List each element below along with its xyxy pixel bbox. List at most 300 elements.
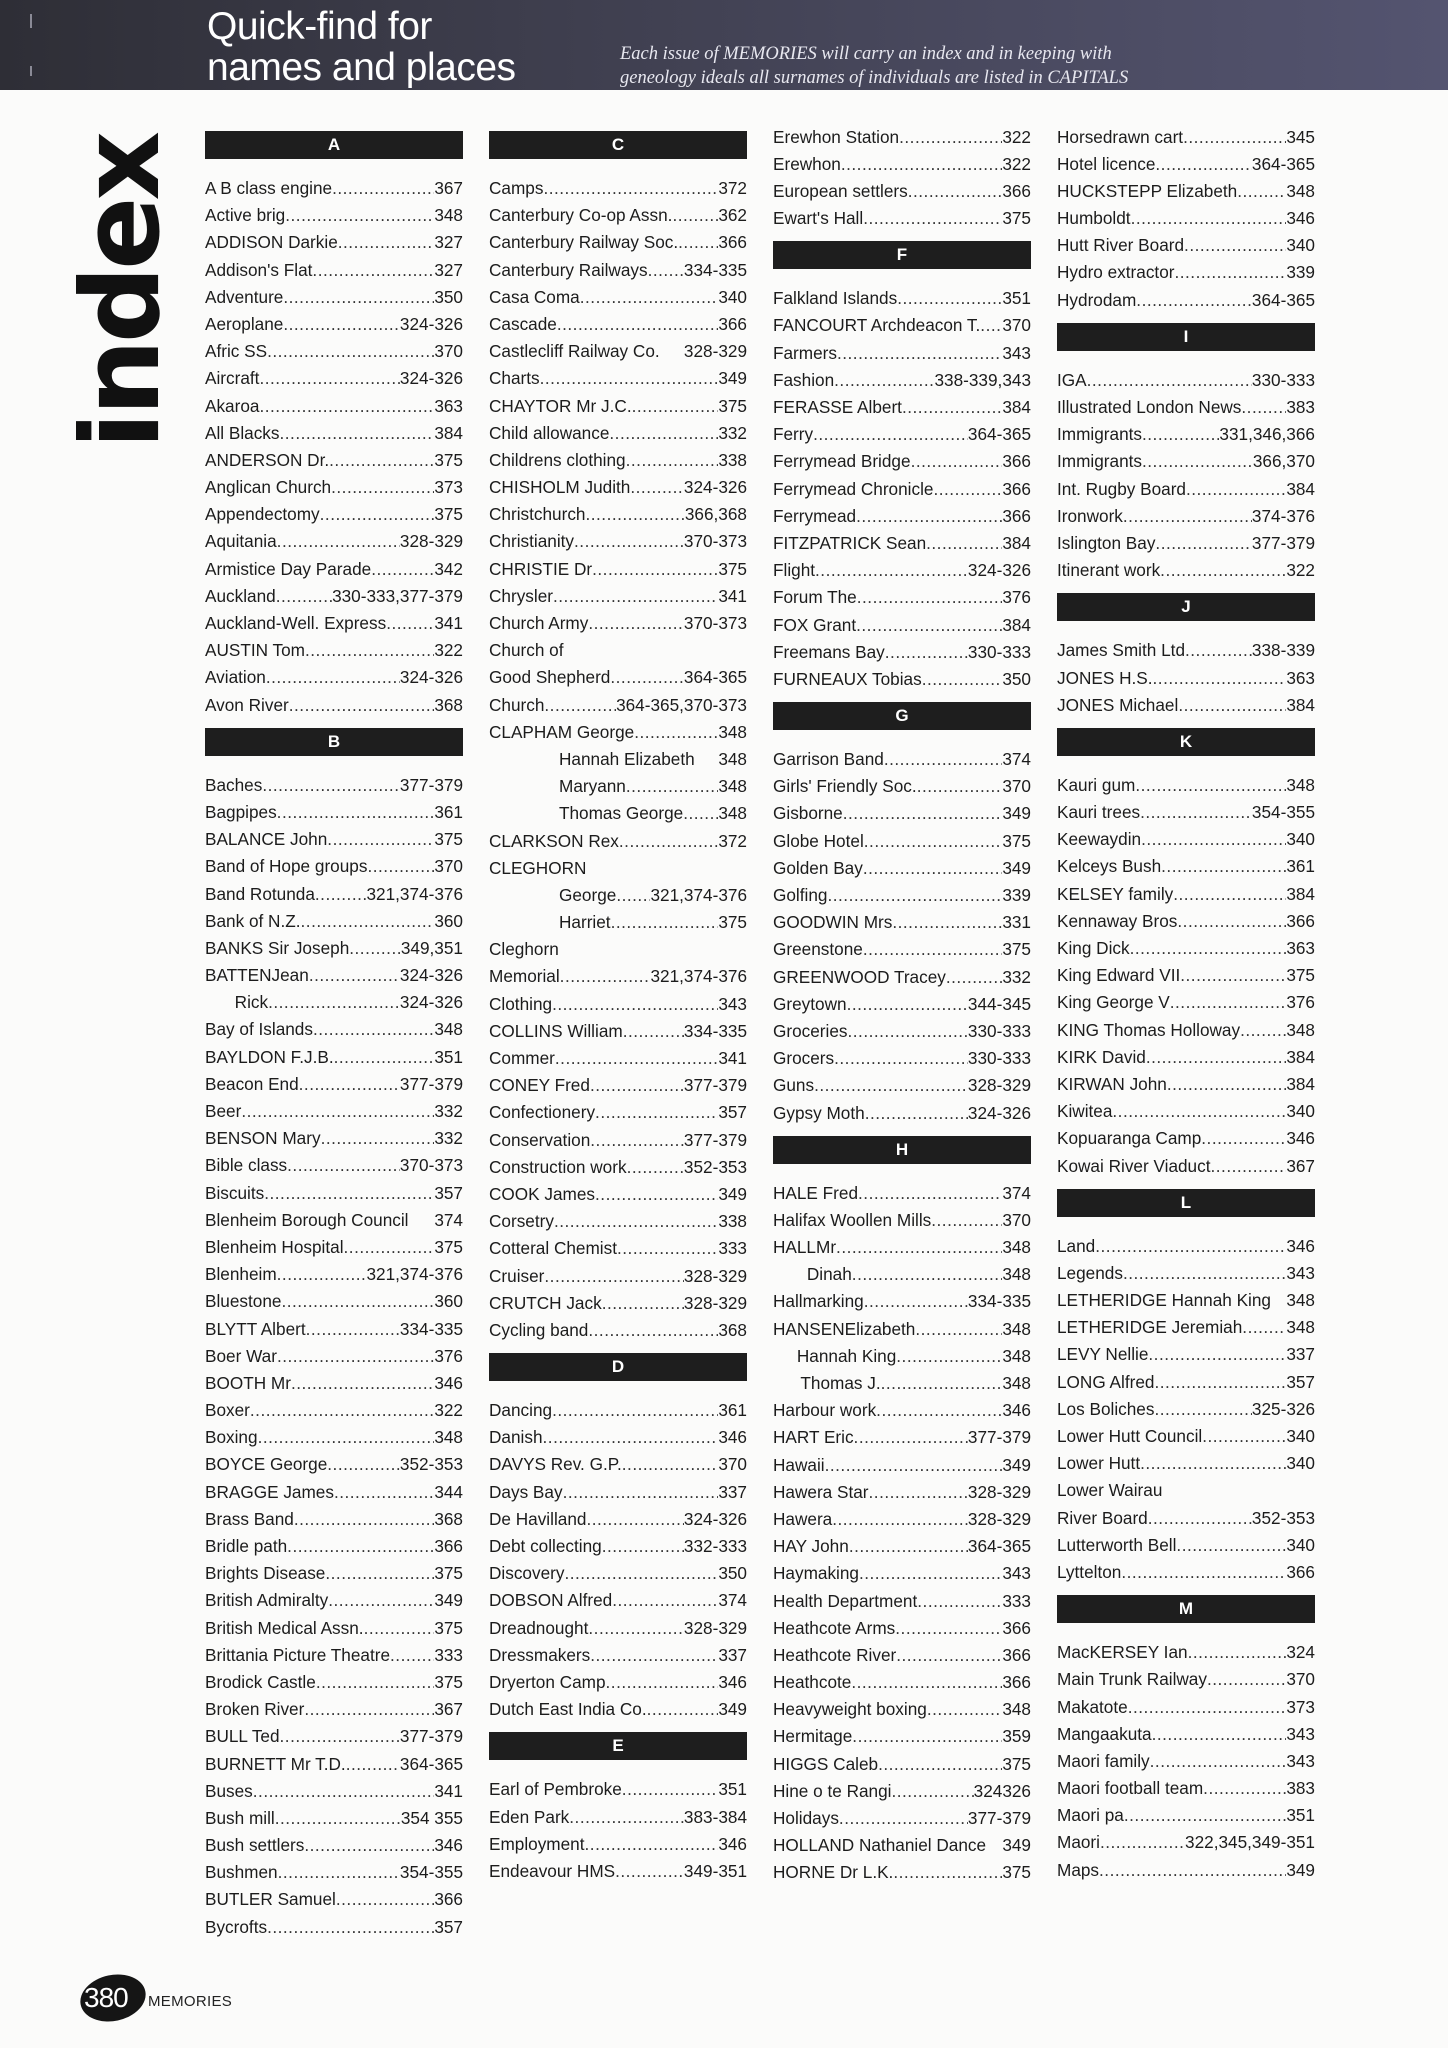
entry-page: 339 <box>1286 262 1315 283</box>
index-entry <box>1057 1505 1315 1532</box>
dot-leader <box>586 1506 683 1533</box>
dot-leader <box>371 556 434 583</box>
entry-indent <box>773 1261 807 1288</box>
entry-page: 375 <box>718 558 747 579</box>
index-entry <box>205 1044 463 1071</box>
index-entry <box>205 202 463 229</box>
index-entry <box>773 746 1031 773</box>
entry-page: 352-353 <box>683 1156 747 1177</box>
dot-leader <box>837 340 1002 367</box>
index-entry <box>773 964 1031 991</box>
index-entry <box>1057 989 1315 1016</box>
index-column-4 <box>1057 124 1315 1884</box>
index-entry <box>205 338 463 365</box>
entry-label: Grocers <box>773 1048 835 1069</box>
dot-leader <box>917 1588 1002 1615</box>
header-banner <box>0 0 1448 90</box>
entry-page: 343 <box>1286 1723 1315 1744</box>
entry-label: Int. Rugby Board <box>1057 478 1186 499</box>
entry-page: 339 <box>1002 885 1031 905</box>
entry-indent <box>773 1370 800 1397</box>
index-entry <box>205 556 463 583</box>
entry-page: 328-329 <box>967 1481 1031 1502</box>
dot-leader <box>1148 1505 1252 1532</box>
index-entry <box>1057 1098 1315 1125</box>
dot-leader <box>364 1615 435 1642</box>
index-entry <box>1057 1857 1315 1884</box>
dot-leader <box>1146 1044 1286 1071</box>
entry-page: 366 <box>1002 451 1031 472</box>
entry-page: 337 <box>1286 1344 1315 1365</box>
dot-leader <box>367 853 434 880</box>
entry-page: 333 <box>1002 1590 1031 1611</box>
dot-leader <box>1176 1532 1286 1559</box>
entry-label: Health Department <box>773 1590 918 1611</box>
entry-label: Confectionery <box>489 1102 596 1123</box>
entry-page: 346 <box>718 1427 747 1448</box>
entry-page: 370-373 <box>399 1155 463 1176</box>
dot-leader <box>287 1152 400 1179</box>
dot-leader <box>848 1018 968 1045</box>
dot-leader <box>606 1669 719 1696</box>
dot-leader <box>1142 448 1253 475</box>
index-entry <box>205 1751 463 1778</box>
entry-page: 363 <box>1286 667 1315 688</box>
index-entry <box>205 1587 463 1614</box>
entry-page: 348 <box>1002 1264 1031 1285</box>
dot-leader <box>560 963 651 990</box>
entry-page: 341 <box>434 613 463 633</box>
dot-leader <box>647 1696 719 1723</box>
index-entry <box>773 312 1031 339</box>
entry-label: Bluestone <box>205 1291 282 1312</box>
index-entry <box>205 1071 463 1098</box>
entry-page: 364-365,370-373 <box>616 694 747 715</box>
dot-leader <box>813 421 968 448</box>
entry-label: King Edward VII <box>1057 965 1181 986</box>
entry-label: Bay of Islands <box>205 1019 313 1040</box>
entry-page: 366,368 <box>684 504 747 525</box>
entry-page: 324326 <box>973 1780 1031 1801</box>
entry-page: 366 <box>1002 1617 1031 1638</box>
entry-label: Cotteral Chemist <box>489 1238 617 1259</box>
index-entry <box>1057 1802 1315 1829</box>
entry-label: Thomas J. <box>800 1373 881 1393</box>
entry-label: Greenstone <box>773 939 863 960</box>
entry-label: Hotel licence <box>1057 153 1156 174</box>
entry-label: Commer <box>489 1048 555 1068</box>
index-entry <box>1057 232 1315 259</box>
entry-label: CONEY Fred <box>489 1075 590 1096</box>
entry-page: 375 <box>1002 208 1031 229</box>
entry-label: De Havilland <box>489 1508 587 1529</box>
entry-label: Aeroplane <box>205 313 284 334</box>
entry-page: 348 <box>1286 180 1315 201</box>
dot-leader <box>588 1615 684 1642</box>
dot-leader <box>1141 826 1286 853</box>
index-entry <box>489 664 747 691</box>
index-entry <box>773 909 1031 936</box>
dot-leader <box>559 936 747 963</box>
index-entry <box>1057 1369 1315 1396</box>
entry-page: 346 <box>1286 1128 1315 1149</box>
entry-page: 350 <box>718 1563 747 1584</box>
dot-leader <box>1184 232 1286 259</box>
index-entry <box>205 799 463 826</box>
dot-leader <box>390 1642 434 1669</box>
entry-label: Hydro extractor <box>1057 262 1175 283</box>
dot-leader <box>834 367 934 394</box>
entry-page: 328-329 <box>683 1292 747 1313</box>
entry-page: 383 <box>1286 397 1315 417</box>
entry-label: Camps <box>489 178 544 198</box>
index-entry <box>773 1669 1031 1696</box>
dot-leader <box>857 584 1003 611</box>
entry-label: Casa Coma <box>489 286 580 307</box>
entry-page: 346 <box>434 1372 463 1393</box>
entry-page: 349,351 <box>400 937 463 958</box>
entry-page: 366,370 <box>1252 451 1315 472</box>
entry-label: Forum The <box>773 587 857 608</box>
index-entry <box>205 1316 463 1343</box>
dot-leader <box>839 1805 968 1832</box>
index-entry <box>773 178 1031 205</box>
dot-leader <box>933 476 1002 503</box>
index-entry <box>1057 935 1315 962</box>
index-entry <box>489 1181 747 1208</box>
entry-label: Endeavour HMS <box>489 1860 616 1881</box>
entry-label: Los Boliches <box>1057 1398 1155 1419</box>
index-entry <box>773 285 1031 312</box>
entry-page: 340 <box>1286 1453 1315 1474</box>
index-entry <box>1057 557 1315 584</box>
entry-label: CLAPHAM George <box>489 721 635 742</box>
entry-label: KIRK David <box>1057 1046 1146 1067</box>
entry-page: 350 <box>1002 668 1031 689</box>
index-entry <box>1057 476 1315 503</box>
dot-leader <box>1148 1341 1286 1368</box>
index-entry <box>205 1207 463 1234</box>
dot-leader <box>843 800 1003 827</box>
dot-leader <box>1271 1287 1286 1314</box>
entry-label: Lutterworth Bell <box>1057 1534 1177 1555</box>
dot-leader <box>555 1045 718 1072</box>
entry-label: Biscuits <box>205 1182 265 1203</box>
index-entry <box>489 1858 747 1885</box>
entry-page: 349-351 <box>683 1860 747 1881</box>
index-entry <box>1057 1260 1315 1287</box>
index-entry <box>1057 151 1315 178</box>
dot-leader <box>895 1615 1002 1642</box>
index-entry <box>205 1560 463 1587</box>
dot-leader <box>615 1858 684 1885</box>
index-entry <box>205 1288 463 1315</box>
index-entry <box>205 1180 463 1207</box>
dot-leader <box>931 1207 1002 1234</box>
index-entry <box>489 1018 747 1045</box>
dot-leader <box>1174 259 1286 286</box>
entry-label: Maryann <box>559 776 626 797</box>
entry-label: Dryerton Camp <box>489 1671 606 1692</box>
dot-leader <box>617 1235 718 1262</box>
index-entry <box>489 1831 747 1858</box>
entry-page: 332 <box>434 1128 463 1149</box>
index-entry <box>489 1072 747 1099</box>
dot-leader <box>1186 476 1286 503</box>
dot-leader <box>349 935 401 962</box>
dot-leader <box>678 229 718 256</box>
index-entry <box>773 1045 1031 1072</box>
index-entry <box>1057 1748 1315 1775</box>
entry-page: 364-365 <box>399 1753 463 1774</box>
entry-indent <box>205 989 235 1016</box>
entry-label: CHISHOLM Judith <box>489 477 631 498</box>
index-entry <box>489 1045 747 1072</box>
dot-leader <box>1150 1748 1287 1775</box>
index-entry <box>489 1397 747 1424</box>
dot-leader <box>285 202 434 229</box>
dot-leader <box>623 1018 684 1045</box>
entry-label: Brittania Picture Theatre <box>205 1644 391 1665</box>
entry-page: 338-339,343 <box>934 369 1031 390</box>
index-entry <box>489 556 747 583</box>
entry-label: Lower Wairau <box>1057 1480 1163 1501</box>
index-entry <box>773 1343 1031 1370</box>
dot-leader <box>863 205 1002 232</box>
entry-page: 324-326 <box>399 368 463 389</box>
index-entry <box>205 1615 463 1642</box>
index-entry <box>1057 394 1315 421</box>
entry-page: 372 <box>718 830 747 851</box>
entry-page: 340 <box>718 286 747 307</box>
entry-label: BAYLDON F.J.B. <box>205 1046 334 1067</box>
entry-label: Rick <box>234 992 269 1013</box>
entry-page: 342 <box>434 558 463 579</box>
index-entry <box>489 1099 747 1126</box>
entry-label: Globe Hotel <box>773 830 864 851</box>
entry-label: Kauri gum <box>1057 774 1136 795</box>
entry-label: DOBSON Alfred <box>489 1590 613 1611</box>
entry-page: 364-365 <box>683 667 747 688</box>
entry-page: 370-373 <box>683 613 747 633</box>
index-entry <box>205 1424 463 1451</box>
dot-leader <box>851 1669 1002 1696</box>
dot-leader <box>602 1290 684 1317</box>
dot-leader <box>884 746 1002 773</box>
entry-page: 370-373 <box>683 531 747 552</box>
index-entry <box>1057 1071 1315 1098</box>
entry-page: 338-339 <box>1251 640 1315 661</box>
dot-leader <box>320 501 435 528</box>
dot-leader <box>334 1044 435 1071</box>
index-entry <box>489 311 747 338</box>
index-entry <box>773 1778 1031 1805</box>
entry-page: 348 <box>1002 1373 1031 1393</box>
entry-page: 349 <box>434 1590 463 1611</box>
entry-page: 351 <box>718 1779 747 1800</box>
entry-label: Heavyweight boxing <box>773 1699 927 1720</box>
entry-label: BLYTT Albert <box>205 1318 306 1339</box>
index-entry <box>489 855 747 882</box>
dot-leader <box>1123 503 1252 530</box>
dot-leader <box>291 1370 434 1397</box>
entry-label: Baches <box>205 774 263 795</box>
index-entry <box>489 202 747 229</box>
entry-label: BRAGGE James <box>205 1481 334 1502</box>
entry-label: Greytown <box>773 993 847 1014</box>
entry-page: 346 <box>1002 1400 1031 1421</box>
dot-leader <box>863 936 1002 963</box>
index-entry <box>489 1615 747 1642</box>
index-entry <box>1057 853 1315 880</box>
entry-page: 364-365 <box>1251 153 1315 174</box>
entry-page: 331 <box>1002 912 1031 933</box>
entry-label: Lower Hutt Council <box>1057 1426 1203 1446</box>
index-entry <box>489 1776 747 1803</box>
index-entry <box>1057 178 1315 205</box>
index-entry <box>773 828 1031 855</box>
index-entry <box>1057 1287 1315 1314</box>
index-entry <box>205 1914 463 1941</box>
entry-label: Hawera Star <box>773 1481 869 1502</box>
dot-leader <box>586 855 747 882</box>
entry-page: 340 <box>1286 1101 1315 1122</box>
dot-leader <box>1180 962 1286 989</box>
entry-label: Corsetry <box>489 1211 554 1232</box>
dot-leader <box>552 1397 718 1424</box>
dot-leader <box>1242 1314 1286 1341</box>
entry-page: 375 <box>434 449 463 470</box>
dot-leader <box>815 557 968 584</box>
index-logo <box>59 122 184 462</box>
dot-leader <box>1155 151 1252 178</box>
entry-page: 376 <box>1002 587 1031 608</box>
entry-page: 375 <box>434 1617 463 1638</box>
entry-label: Debt collecting <box>489 1536 602 1556</box>
entry-page: 348 <box>434 1019 463 1040</box>
entry-page: 368 <box>434 694 463 715</box>
dot-leader <box>1087 367 1252 394</box>
dot-leader <box>259 365 399 392</box>
dot-leader <box>1155 530 1252 557</box>
dot-leader <box>338 229 435 256</box>
dot-leader <box>602 1533 684 1560</box>
entry-page: 348 <box>1002 1318 1031 1339</box>
dot-leader <box>557 311 718 338</box>
index-entry <box>773 1751 1031 1778</box>
entry-page: 322 <box>1002 126 1031 147</box>
entry-label: Blenheim Borough Council <box>205 1209 409 1230</box>
index-entry <box>489 420 747 447</box>
dot-leader <box>409 1207 435 1234</box>
index-entry <box>773 1832 1031 1859</box>
dot-leader <box>856 503 1002 530</box>
entry-page: 338 <box>718 449 747 470</box>
entry-page: 348 <box>718 776 747 797</box>
entry-label: Bushmen <box>205 1862 278 1883</box>
dot-leader <box>927 1696 1002 1723</box>
index-entry <box>1057 1017 1315 1044</box>
index-entry <box>489 338 747 365</box>
dot-leader <box>266 664 400 691</box>
entry-page: 366 <box>1286 1561 1315 1582</box>
index-entry <box>489 1669 747 1696</box>
index-entry <box>1057 908 1315 935</box>
index-entry <box>205 1343 463 1370</box>
entry-label: ANDERSON Dr. <box>205 449 330 470</box>
dot-leader <box>634 719 718 746</box>
entry-page: 384 <box>1286 883 1315 904</box>
dot-leader <box>1207 1666 1286 1693</box>
index-entry <box>1057 530 1315 557</box>
entry-page: 366 <box>434 1536 463 1556</box>
dot-leader <box>1211 1153 1287 1180</box>
dot-leader <box>588 1317 718 1344</box>
entry-page: 338 <box>718 1211 747 1232</box>
index-entry <box>489 583 747 610</box>
entry-page: 331,346,366 <box>1219 424 1315 445</box>
entry-page: 340 <box>1286 829 1315 850</box>
index-entry <box>489 637 747 664</box>
entry-label: Anglican Church <box>205 477 332 498</box>
dot-leader <box>552 991 718 1018</box>
index-entry <box>205 528 463 555</box>
dot-leader <box>264 1180 434 1207</box>
entry-page: 349 <box>718 1699 747 1720</box>
entry-page: 375 <box>718 912 747 933</box>
dot-leader <box>899 124 1002 151</box>
entry-page: 361 <box>434 801 463 822</box>
entry-page: 375 <box>1002 1862 1031 1883</box>
index-entry <box>489 365 747 392</box>
dot-leader <box>1123 1260 1286 1287</box>
index-entry <box>205 853 463 880</box>
entry-label: Bank of N.Z. <box>205 910 301 931</box>
index-entry <box>1057 1450 1315 1477</box>
entry-label: BURNETT Mr T.D. <box>205 1753 346 1774</box>
dot-leader <box>336 1886 434 1913</box>
entry-page: 375 <box>1286 965 1315 986</box>
index-entry <box>205 1152 463 1179</box>
dot-leader <box>1121 1559 1286 1586</box>
index-entry <box>773 1316 1031 1343</box>
dot-leader <box>564 1560 718 1587</box>
entry-page: 361 <box>718 1400 747 1421</box>
dot-leader <box>268 989 400 1016</box>
entry-page: 370 <box>1002 1209 1031 1230</box>
index-entry <box>773 557 1031 584</box>
dot-leader <box>827 882 1002 909</box>
dot-leader <box>281 1288 434 1315</box>
index-entry <box>489 1235 747 1262</box>
entry-label: Chrysler <box>489 585 553 606</box>
entry-page: 351 <box>434 1046 463 1067</box>
index-entry <box>205 474 463 501</box>
index-entry <box>205 1370 463 1397</box>
index-entry <box>205 1886 463 1913</box>
entry-label: River Board <box>1057 1507 1148 1528</box>
dot-leader <box>893 1859 1002 1886</box>
dot-leader <box>262 772 400 799</box>
entry-page: 384 <box>1002 614 1031 635</box>
dot-leader <box>622 1776 719 1803</box>
entry-page: 367 <box>434 178 463 198</box>
entry-page: 334-335 <box>683 259 747 280</box>
dot-leader <box>825 1452 1003 1479</box>
section-header-j: J <box>1057 593 1315 621</box>
index-entry <box>1057 826 1315 853</box>
entry-page: 324-326 <box>683 1508 747 1529</box>
